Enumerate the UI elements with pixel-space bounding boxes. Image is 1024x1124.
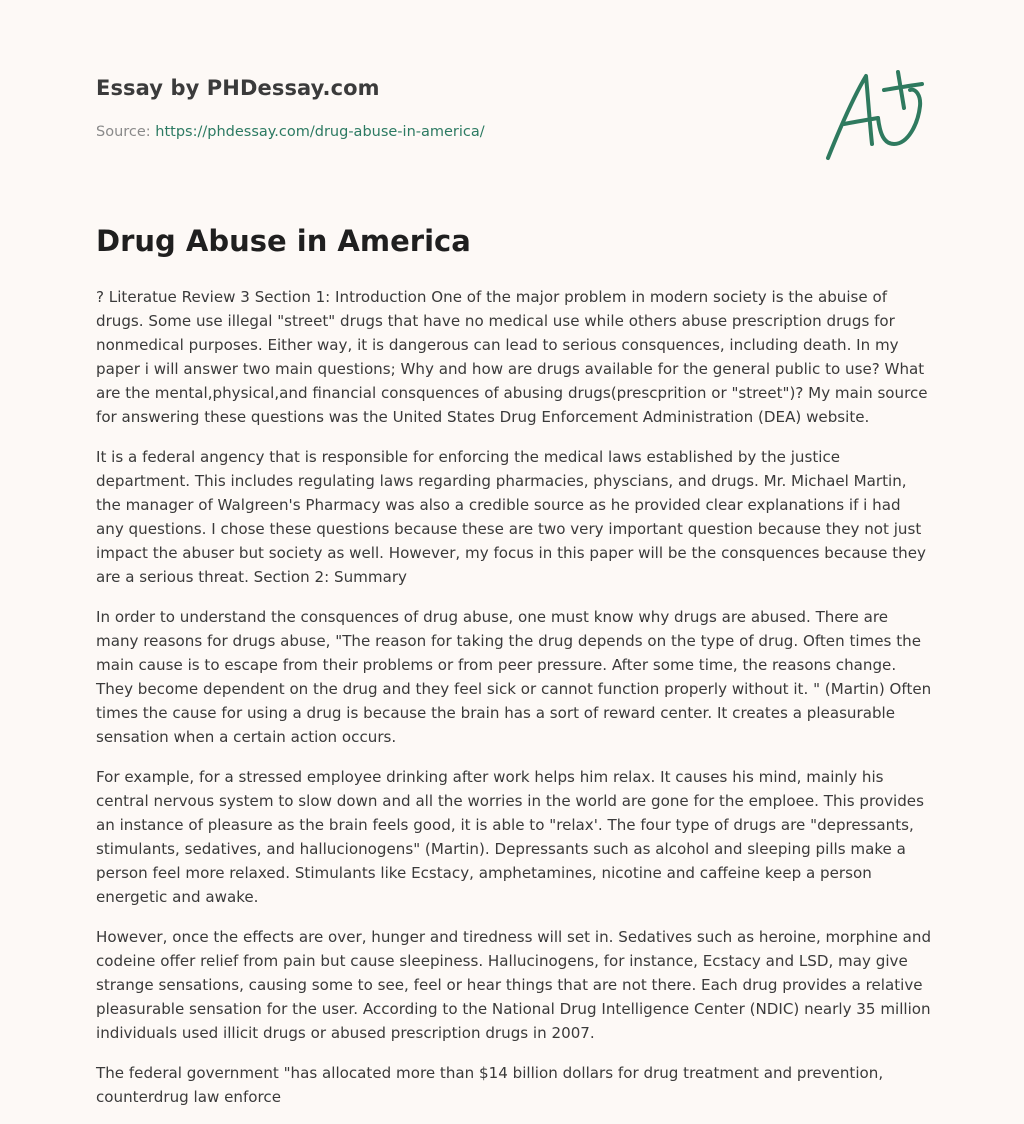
source-link[interactable]: https://phdessay.com/drug-abuse-in-america/ [155,124,485,140]
essay-paragraph: In order to understand the consquences of drug abuse, one must know why drugs are abused. There are many reasons for drugs abuse, "The reason for taking the drug depends on the type of drug. Often times the main cause is to escape from their problems or from peer pressure. After some time, the reasons change. They become dependent on the drug and they feel sick or cannot function properly without it. " (Martin) Often times the cause for using a drug is because the brain has a sort of reward center. It creates a pleasurable sensation when a certain action occurs. [96,608,932,746]
essay-paragraph: However, once the effects are over, hunger and tiredness will set in. Sedatives such as heroine, morphine and codeine offer relief from pain but cause sleepiness. Hallucinogens, for instance, Ecstacy and LSD, may give strange sensations, causing some to see, feel or hear things that are not there. Each drug provides a relative pleasurable sensation for the user. According to the National Drug Intelligence Center (NDIC) nearly 35 million individuals used illicit drugs or abused prescription drugs in 2007. [96,928,932,1042]
essay-paragraph: For example, for a stressed employee drinking after work helps him relax. It causes his mind, mainly his central nervous system to slow down and all the worries in the world are gone for the emploee. This provides an instance of pleasure as the brain feels good, it is able to "relax'. The four type of drugs are "depressants, stimulants, sedatives, and hallucionogens" (Martin). Depressants such as alcohol and sleeping pills make a person feel more relaxed. Stimulants like Ecstacy, amphetamines, nicotine and caffeine keep a person energetic and awake. [96,768,924,906]
essay-body [96,285,932,1124]
source-label: Source: [96,124,151,140]
source-line [96,124,485,140]
essay-paragraph: The federal government "has allocated more than $14 billion dollars for drug treatment and prevention, counterdrug law enforce [96,1064,884,1106]
essay-paragraph: ? Literatue Review 3 Section 1: Introduction One of the major problem in modern society is the abuise of drugs. Some use illegal "street" drugs that have no medical use while others abuse prescription drugs for nonmedical purposes. Either way, it is dangerous can lead to serious consquences, including death. In my paper i will answer two main questions; Why and how are drugs available for the general public to use? What are the mental,physical,and financial consquences of abusing drugs(prescprition or "street")? My main source for answering these questions was the United States Drug Enforcement Administration (DEA) website. [96,288,928,426]
site-brand: Essay by PHDessay.com [96,76,380,100]
essay-title: Drug Abuse in America [96,224,471,258]
a-plus-grade-icon [822,68,926,164]
essay-paragraph: It is a federal angency that is responsible for enforcing the medical laws established by the justice department. This includes regulating laws regarding pharmacies, physcians, and drugs. Mr. Michael Martin, the manager of Walgreen's Pharmacy was also a credible source as he provided clear explanations if i had any questions. I chose these questions because these are two very important question because they not just impact the abuser but society as well. However, my focus in this paper will be the consquences because they are a serious threat. Section 2: Summary [96,448,926,586]
